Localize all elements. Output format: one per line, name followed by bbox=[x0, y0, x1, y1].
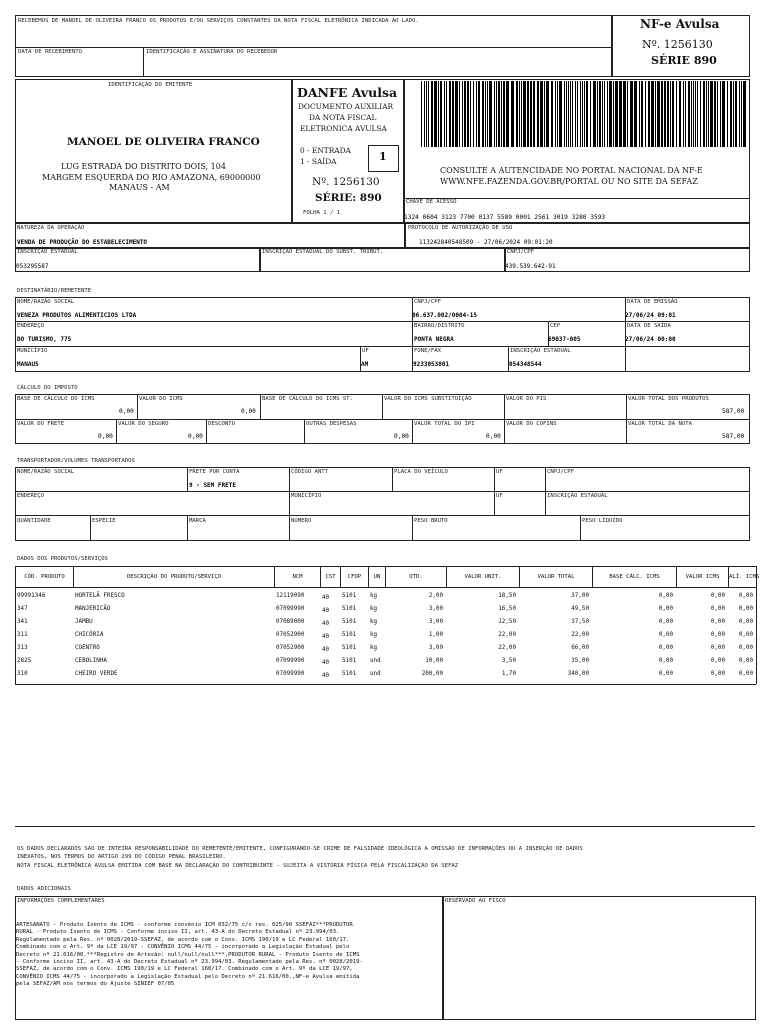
recipient-phone-value: 9233053801 bbox=[413, 361, 450, 368]
product-cell: 40 bbox=[322, 634, 330, 640]
receipt-text: RECEBEMOS DE MANOEL DE OLIVEIRA FRANCO OS PRODUTOS E/OU SERVIÇOS CONSTANTES DA NOTA FISCAL ELETRÔNICA INDICADA AO LADO. bbox=[18, 18, 419, 24]
net-weight-label: PESO LÍQUIDO bbox=[582, 518, 623, 524]
additional-info-line: Regulamentado pela Res. nº 0028/2019-SSEFAZ, de acordo com o Conv. ICMS 190/19 e LC Federal 160/17. bbox=[16, 936, 350, 943]
product-cell: 0,00 bbox=[710, 606, 725, 612]
product-cell: 40 bbox=[322, 608, 330, 614]
recipient-city-label: MUNICÍPIO bbox=[17, 348, 48, 354]
product-cell: 0,00 bbox=[658, 671, 673, 677]
product-cell: 1,00 bbox=[428, 632, 443, 638]
danfe-title: DANFE Avulsa bbox=[297, 85, 398, 100]
ipi-label: VALOR TOTAL DO IPI bbox=[414, 421, 475, 427]
emission-date-value: 27/06/24 09:01 bbox=[625, 312, 676, 319]
additional-info-line: Decreto nº 21.616/00.***Registro de Artesão: null/null/null***,PRODUTOR RURAL - Produto Isento de ICMS bbox=[16, 951, 360, 958]
product-cell: 310 bbox=[17, 671, 28, 677]
protocol-value: 113242840548509 - 27/06/2024 09:01:20 bbox=[419, 239, 553, 246]
product-cell: CHICÓRIA bbox=[75, 632, 104, 638]
additional-section-label: DADOS ADICIONAIS bbox=[17, 886, 71, 892]
product-cell: kg bbox=[370, 619, 378, 625]
product-cell: 0,00 bbox=[710, 632, 725, 638]
reserved-box bbox=[443, 896, 756, 1020]
emission-date-label: DATA DE EMISSÃO bbox=[627, 299, 678, 305]
stub-doc-title: NF-e Avulsa bbox=[640, 17, 720, 31]
ipi-value: 0,00 bbox=[486, 433, 501, 440]
product-cell: 5101 bbox=[342, 658, 357, 664]
recipient-district-label: BAIRRO/DISTRITO bbox=[414, 323, 465, 329]
access-key-label: CHAVE DE ACESSO bbox=[406, 199, 457, 205]
product-cell: 0,00 bbox=[738, 671, 753, 677]
ie-value: 053295587 bbox=[16, 263, 49, 270]
consult-line-1: CONSULTE A AUTENCIDADE NO PORTAL NACIONAL DA NF-E bbox=[440, 166, 703, 175]
product-cell: JAMBU bbox=[75, 619, 93, 625]
other-expenses-label: OUTRAS DESPESAS bbox=[306, 421, 357, 427]
access-key-value: 1324 0604 3123 7700 0137 5589 0001 2561 3019 3280 3593 bbox=[404, 214, 606, 221]
product-cell: 3,00 bbox=[428, 645, 443, 651]
product-cell: 5101 bbox=[342, 645, 357, 651]
nature-label: NATUREZA DA OPERAÇÃO bbox=[17, 225, 85, 231]
base-st-label: BASE DE CÁLCULO DO ICMS ST. bbox=[262, 396, 353, 402]
additional-info-line: pela SEFAZ/AM nos termos do Ajuste SINIEF 07/05 bbox=[16, 981, 175, 988]
product-cell: kg bbox=[370, 645, 378, 651]
additional-info-text bbox=[16, 922, 442, 989]
products-section-label: DADOS DOS PRODUTOS/SERVIÇOS bbox=[17, 556, 108, 562]
product-cell: 340,00 bbox=[567, 671, 589, 677]
issuer-cnpj-label: CNPJ/CPF bbox=[507, 249, 534, 255]
product-cell: 07052900 bbox=[276, 645, 305, 651]
product-cell: 16,50 bbox=[498, 606, 516, 612]
total-products-label: VALOR TOTAL DOS PRODUTOS bbox=[628, 396, 709, 402]
product-cell: 347 bbox=[17, 606, 28, 612]
product-cell: 200,00 bbox=[421, 671, 443, 677]
product-cell: 07099990 bbox=[276, 606, 305, 612]
total-note-value: 587,00 bbox=[722, 433, 745, 440]
product-cell: 07099990 bbox=[276, 671, 305, 677]
product-header-cell: BASE CÁLC. ICMS bbox=[592, 566, 677, 588]
product-cell: 40 bbox=[322, 595, 330, 601]
recipient-phone-label: FONE/FAX bbox=[414, 348, 441, 354]
product-cell: 0,00 bbox=[710, 619, 725, 625]
product-header-cell: ALÍ. ICMS bbox=[728, 566, 757, 588]
number-label: NÚMERO bbox=[291, 518, 312, 524]
danfe-type-value: 1 bbox=[379, 150, 387, 163]
receipt-date-label: DATA DE RECEBIMENTO bbox=[18, 49, 82, 55]
product-row bbox=[15, 656, 756, 669]
product-cell: 22,00 bbox=[571, 632, 589, 638]
product-cell: 0,00 bbox=[710, 593, 725, 599]
carrier-uf-label: UF bbox=[496, 469, 503, 475]
cofins-label: VALOR DO COFINS bbox=[506, 421, 557, 427]
product-cell: 2825 bbox=[17, 658, 32, 664]
product-cell: 12,50 bbox=[498, 619, 516, 625]
barcode bbox=[419, 81, 749, 149]
product-row bbox=[15, 643, 756, 656]
recipient-ie-label: INSCRIÇÃO ESTADUAL bbox=[510, 348, 571, 354]
carrier-city-label: MUNICÍPIO bbox=[291, 493, 322, 499]
danfe-series: SÉRIE: 890 bbox=[315, 192, 382, 204]
insurance-label: VALOR DO SEGURO bbox=[118, 421, 169, 427]
product-cell: 35,00 bbox=[571, 658, 589, 664]
product-cell: 5101 bbox=[342, 619, 357, 625]
carrier-ie-label: INSCRIÇÃO ESTADUAL bbox=[547, 493, 608, 499]
product-cell: 10,00 bbox=[425, 658, 443, 664]
products-table bbox=[15, 566, 760, 686]
brand-label: MARCA bbox=[189, 518, 206, 524]
recipient-section-label: DESTINATÁRIO/REMETENTE bbox=[17, 288, 92, 294]
product-cell: 0,00 bbox=[738, 632, 753, 638]
total-note-label: VALOR TOTAL DA NOTA bbox=[628, 421, 692, 427]
product-cell: 22,00 bbox=[498, 645, 516, 651]
pis-label: VALOR DO PIS bbox=[506, 396, 547, 402]
product-cell: COENTRO bbox=[75, 645, 100, 651]
issuer-cnpj-value: 439.539.642-91 bbox=[505, 263, 556, 270]
additional-info-line: - Conforme inciso II, art. 43-A do Decreto Estadual nº 23.994/03. Regulamentado pela Res. nº 0028/2019- bbox=[16, 959, 363, 966]
product-cell: 0,00 bbox=[658, 632, 673, 638]
stub-number: Nº. 1256130 bbox=[642, 38, 713, 51]
recipient-uf-value: AM bbox=[361, 361, 369, 368]
product-cell: CHEIRO VERDE bbox=[75, 671, 118, 677]
product-row bbox=[15, 591, 756, 604]
product-cell: und bbox=[370, 671, 381, 677]
recipient-uf-label: UF bbox=[362, 348, 369, 354]
exit-date-value: 27/06/24 00:00 bbox=[625, 336, 676, 343]
product-cell: 5101 bbox=[342, 632, 357, 638]
declaration-line-3: NOTA FISCAL ELETRÔNICA AVULSA EMITIDA COM BASE NA DECLARAÇÃO DO CONTRIBUINTE - SUJEITA A VISTORIA FÍSICA PELA FISCALIZAÇÃO DA SEFAZ bbox=[17, 863, 459, 869]
danfe-subtitle-1: DOCUMENTO AUXILIAR bbox=[298, 102, 394, 111]
icms-label: VALOR DO ICMS bbox=[139, 396, 183, 402]
additional-info-line: CONVÊNIO ICMS 44/75 - incorporado a Legislação Estadual pelo Decreto nº 21.616/00.,NF-e Avulsa emitida bbox=[16, 973, 360, 980]
product-cell: und bbox=[370, 658, 381, 664]
freight-value: 0,00 bbox=[98, 433, 113, 440]
product-header-cell: NCM bbox=[274, 566, 321, 588]
product-cell: 0,00 bbox=[738, 658, 753, 664]
freight-label: VALOR DO FRETE bbox=[17, 421, 65, 427]
tax-section-label: CÁLCULO DO IMPOSTO bbox=[17, 385, 78, 391]
issuer-address-3: MANAUS - AM bbox=[109, 183, 170, 192]
declaration-line-2: INEXATOS, NOS TERMOS DO ARTIGO 299 DO CÓDIGO PENAL BRASILEIRO. bbox=[17, 854, 226, 860]
transport-section-label: TRANSPORTADOR/VOLUMES TRANSPORTADOS bbox=[17, 458, 135, 464]
antt-label: CÓDIGO ANTT bbox=[291, 469, 329, 475]
product-cell: 40 bbox=[322, 647, 330, 653]
freight-mode-value: 9 - SEM FRETE bbox=[189, 482, 236, 489]
discount-label: DESCONTO bbox=[208, 421, 235, 427]
product-header-cell: CÓD. PRODUTO bbox=[15, 566, 74, 588]
insurance-value: 0,00 bbox=[188, 433, 203, 440]
danfe-exit: 1 - SAÍDA bbox=[300, 157, 337, 166]
product-cell: 0,00 bbox=[710, 658, 725, 664]
recipient-district-value: PONTA NEGRA bbox=[414, 336, 454, 343]
additional-info-line: SSEFAZ, de acordo com o Conv. ICMS 190/19 e LC Federal 160/17. Combinado com o Art. 9º da LCE 19/97, bbox=[16, 966, 353, 973]
product-cell: 2,00 bbox=[428, 593, 443, 599]
product-cell: 12119090 bbox=[276, 593, 305, 599]
recipient-ie-value: 054348544 bbox=[509, 361, 542, 368]
total-products-value: 587,00 bbox=[722, 408, 745, 415]
product-header-cell: DESCRIÇÃO DO PRODUTO/SERVIÇO bbox=[73, 566, 275, 588]
exit-date-label: DATA DE SAÍDA bbox=[627, 323, 671, 329]
issuer-address-1: LUG ESTRADA DO DISTRITO DOIS, 104 bbox=[61, 162, 226, 171]
carrier-name-label: NOME/RAZÃO SOCIAL bbox=[17, 469, 75, 475]
product-cell: 3,00 bbox=[428, 606, 443, 612]
product-cell: kg bbox=[370, 606, 378, 612]
product-header-cell: CST bbox=[320, 566, 341, 588]
issuer-box bbox=[15, 79, 292, 223]
carrier-uf2-label: UF bbox=[496, 493, 503, 499]
quantity-label: QUANTIDADE bbox=[17, 518, 51, 524]
product-row bbox=[15, 604, 756, 617]
product-cell: 341 bbox=[17, 619, 28, 625]
recipient-address-label: ENDEREÇO bbox=[17, 323, 44, 329]
additional-info-label: INFORMAÇÕES COMPLEMENTARES bbox=[17, 898, 105, 904]
additional-info-line: ARTESANATO - Produto Isento de ICMS - conforme convênio ICM 032/75 c/c res. 025/90 SSEFAZ***PRODUTOR bbox=[16, 922, 353, 928]
product-cell: 40 bbox=[322, 621, 330, 627]
issuer-section-label: IDENTIFICAÇÃO DO EMITENTE bbox=[108, 82, 193, 88]
product-cell: 0,00 bbox=[658, 606, 673, 612]
recipient-cep-value: 69037-005 bbox=[548, 336, 581, 343]
recipient-address-value: DO TURISMO, 775 bbox=[17, 336, 72, 343]
product-cell: CEBOLINHA bbox=[75, 658, 107, 664]
danfe-page: FOLHA 1 / 1 bbox=[303, 210, 341, 216]
additional-info-line: RURAL - Produto Isento de ICMS - Conforme inciso II, art. 43-A do Decreto Estadual nº 23.994/03. bbox=[16, 929, 340, 936]
icms-st-label: VALOR DO ICMS SUBSTITUIÇÃO bbox=[384, 396, 472, 402]
product-cell: 313 bbox=[17, 645, 28, 651]
species-label: ESPÉCIE bbox=[92, 518, 116, 524]
recipient-cnpj-value: 06.637.002/0004-15 bbox=[412, 312, 478, 319]
product-cell: 07089000 bbox=[276, 619, 305, 625]
product-cell: 0,00 bbox=[738, 606, 753, 612]
additional-info-line: Combinado com o Art. 9º da LCE 19/97 - CONVÊNIO ICMS 44/75 - incorporado a Legislação Estadual pelo bbox=[16, 944, 350, 951]
product-row bbox=[15, 617, 756, 630]
consult-line-2: WWW.NFE.FAZENDA.GOV.BR/PORTAL OU NO SITE DA SEFAZ bbox=[440, 177, 698, 186]
issuer-address-2: MARGEM ESQUERDA DO RIO AMAZONA, 69000000 bbox=[42, 173, 261, 182]
issuer-name: MANOEL DE OLIVEIRA FRANCO bbox=[67, 136, 260, 148]
ie-st-label: INSCRIÇÃO ESTADUAL DO SUBST. TRIBUT. bbox=[262, 249, 384, 255]
product-cell: 3,00 bbox=[428, 619, 443, 625]
recipient-name-label: NOME/RAZÃO SOCIAL bbox=[17, 299, 75, 305]
danfe-number: Nº. 1256130 bbox=[312, 176, 380, 188]
product-cell: 0,00 bbox=[710, 645, 725, 651]
product-cell: 66,00 bbox=[571, 645, 589, 651]
recipient-box bbox=[15, 297, 750, 372]
product-cell: 5101 bbox=[342, 606, 357, 612]
receipt-signature-label: IDENTIFICAÇÃO E ASSINATURA DO RECEBEDOR bbox=[146, 49, 278, 55]
freight-mode-label: FRETE POR CONTA bbox=[189, 469, 240, 475]
product-row bbox=[15, 630, 756, 643]
base-icms-value: 0,00 bbox=[119, 408, 134, 415]
product-cell: kg bbox=[370, 632, 378, 638]
recipient-city-value: MANAUS bbox=[17, 361, 39, 368]
product-cell: 0,00 bbox=[738, 645, 753, 651]
product-cell: 3,50 bbox=[501, 658, 516, 664]
product-header-cell: CFOP bbox=[340, 566, 369, 588]
product-cell: kg bbox=[370, 593, 378, 599]
product-header-cell: VALOR UNIT. bbox=[446, 566, 520, 588]
product-cell: 1,70 bbox=[501, 671, 516, 677]
danfe-entry: 0 - ENTRADA bbox=[300, 146, 351, 155]
product-header-cell: QTD. bbox=[385, 566, 447, 588]
icms-value: 0,00 bbox=[241, 408, 256, 415]
product-cell: 18,50 bbox=[498, 593, 516, 599]
product-header-cell: VALOR TOTAL bbox=[519, 566, 593, 588]
recipient-cnpj-label: CNPJ/CPF bbox=[414, 299, 441, 305]
product-cell: 99991346 bbox=[17, 593, 46, 599]
stub-series: SÉRIE 890 bbox=[651, 54, 717, 67]
ie-label: INSCRIÇÃO ESTADUAL bbox=[17, 249, 78, 255]
danfe-subtitle-2: DA NOTA FISCAL bbox=[309, 113, 377, 122]
product-cell: 0,00 bbox=[738, 619, 753, 625]
recipient-name-value: VENEZA PRODUTOS ALIMENTICIOS LTDA bbox=[17, 312, 137, 319]
product-cell: 311 bbox=[17, 632, 28, 638]
product-cell: 5101 bbox=[342, 671, 357, 677]
product-cell: 40 bbox=[322, 660, 330, 666]
product-cell: 37,50 bbox=[571, 619, 589, 625]
protocol-label: PROTOCOLO DE AUTORIZAÇÃO DE USO bbox=[408, 225, 513, 231]
product-cell: HORTELÃ FRESCO bbox=[75, 593, 125, 599]
product-cell: 0,00 bbox=[658, 645, 673, 651]
other-expenses-value: 0,00 bbox=[394, 433, 409, 440]
reserved-label: RESERVADO AO FISCO bbox=[445, 898, 506, 904]
recipient-cep-label: CEP bbox=[550, 323, 561, 329]
carrier-address-label: ENDEREÇO bbox=[17, 493, 44, 499]
product-cell: 0,00 bbox=[658, 658, 673, 664]
declaration-line-1: OS DADOS DECLARADOS SÃO DE INTEIRA RESPONSABILIDADE DO REMETENTE/EMITENTE, CONFIGURANDO-SE CRIME DE FALSIDADE IDEOLÓGICA A OMISSÃO DE INFORMAÇÕES OU A INSERÇÃO DE DADOS bbox=[17, 846, 583, 852]
product-cell: 49,50 bbox=[571, 606, 589, 612]
product-cell: 0,00 bbox=[658, 593, 673, 599]
nature-value: VENDA DE PRODUÇÃO DO ESTABELECIMENTO bbox=[17, 239, 148, 246]
product-header-cell: UN bbox=[368, 566, 386, 588]
product-cell: MANJERICÃO bbox=[75, 606, 111, 612]
product-cell: 5101 bbox=[342, 593, 357, 599]
product-cell: 0,00 bbox=[710, 671, 725, 677]
product-cell: 07099990 bbox=[276, 658, 305, 664]
product-cell: 0,00 bbox=[738, 593, 753, 599]
product-cell: 37,00 bbox=[571, 593, 589, 599]
transport-box bbox=[15, 467, 750, 541]
product-cell: 0,00 bbox=[658, 619, 673, 625]
gross-weight-label: PESO BRUTO bbox=[414, 518, 448, 524]
product-cell: 40 bbox=[322, 673, 330, 679]
product-row bbox=[15, 669, 756, 682]
base-icms-label: BASE DE CÁLCULO DO ICMS bbox=[17, 396, 95, 402]
product-header-cell: VALOR ICMS bbox=[676, 566, 729, 588]
plate-label: PLACA DO VEÍCULO bbox=[394, 469, 448, 475]
product-cell: 22,00 bbox=[498, 632, 516, 638]
product-cell: 07052900 bbox=[276, 632, 305, 638]
carrier-cnpj-label: CNPJ/CPF bbox=[547, 469, 574, 475]
danfe-subtitle-3: ELETRONICA AVULSA bbox=[300, 124, 387, 133]
